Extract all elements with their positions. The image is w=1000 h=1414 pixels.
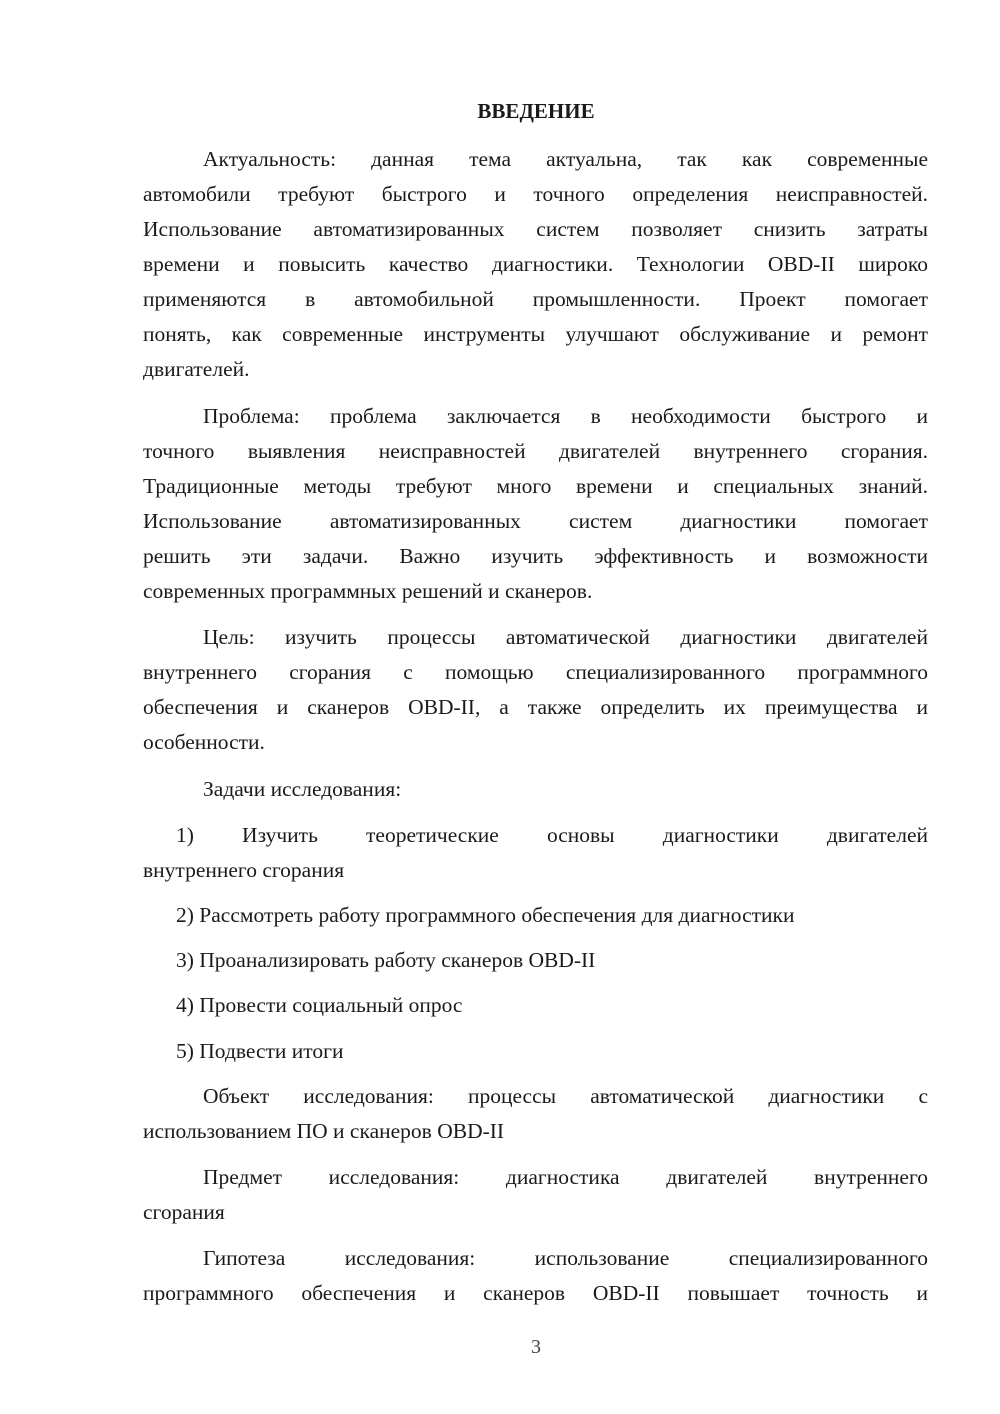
text-line: 5) Подвести итоги [176, 1039, 344, 1063]
text-line: понять, как современные инструменты улучшают обслуживание и ремонт [143, 322, 928, 346]
paragraph-relevance [143, 142, 928, 387]
paragraph-problem [143, 399, 928, 609]
text-line: 3) Проанализировать работу сканеров OBD-II [176, 948, 596, 972]
page-title: ВВЕДЕНИЕ [477, 99, 595, 123]
paragraph-goal [143, 620, 928, 760]
text-line: Объект исследования: процессы автоматической диагностики с [203, 1084, 928, 1108]
text-line: сгорания [143, 1200, 225, 1224]
text-line: использованием ПО и сканеров OBD-II [143, 1119, 505, 1143]
task-item-2 [143, 898, 928, 933]
text-line: современных программных решений и сканеров. [143, 579, 593, 603]
text-line: внутреннего сгорания с помощью специализированного программного [143, 660, 928, 684]
text-line: точного выявления неисправностей двигателей внутреннего сгорания. [143, 439, 928, 463]
text-line: Использование автоматизированных систем диагностики помогает [143, 509, 928, 533]
text-line: особенности. [143, 730, 265, 754]
text-line: 4) Провести социальный опрос [176, 993, 463, 1017]
paragraph-subject [143, 1160, 928, 1230]
text-line: времени и повысить качество диагностики. Технологии OBD-II широко [143, 252, 928, 276]
task-item-5 [143, 1034, 928, 1069]
text-line: программного обеспечения и сканеров OBD-II повышает точность и [143, 1281, 928, 1305]
paragraph-hypothesis [143, 1241, 928, 1311]
task-item-3 [143, 943, 928, 978]
text-line: Цель: изучить процессы автоматической диагностики двигателей [203, 625, 928, 649]
page-number: 3 [531, 1336, 541, 1358]
task-item-1 [143, 818, 928, 888]
text-line: Использование автоматизированных систем позволяет снизить затраты [143, 217, 928, 241]
text-line: Актуальность: данная тема актуальна, так как современные [203, 147, 928, 171]
text-line: двигателей. [143, 357, 250, 381]
text-line: обеспечения и сканеров OBD-II, а также определить их преимущества и [143, 695, 928, 719]
text-line: внутреннего сгорания [143, 858, 345, 882]
paragraph-object [143, 1079, 928, 1149]
text-line: применяются в автомобильной промышленности. Проект помогает [143, 287, 928, 311]
tasks-heading [143, 772, 928, 807]
text-line: автомобили требуют быстрого и точного определения неисправностей. [143, 182, 928, 206]
text-line: решить эти задачи. Важно изучить эффективность и возможности [143, 544, 928, 568]
task-item-4 [143, 988, 928, 1023]
text-line: Предмет исследования: диагностика двигателей внутреннего [203, 1165, 928, 1189]
text-line: Традиционные методы требуют много времени и специальных знаний. [143, 474, 928, 498]
text-line: 1) Изучить теоретические основы диагностики двигателей [176, 823, 928, 847]
text-line: Проблема: проблема заключается в необходимости быстрого и [203, 404, 928, 428]
text-line: 2) Рассмотреть работу программного обеспечения для диагностики [176, 903, 795, 927]
text-line: Задачи исследования: [203, 777, 402, 801]
text-line: Гипотеза исследования: использование специализированного [203, 1246, 928, 1270]
